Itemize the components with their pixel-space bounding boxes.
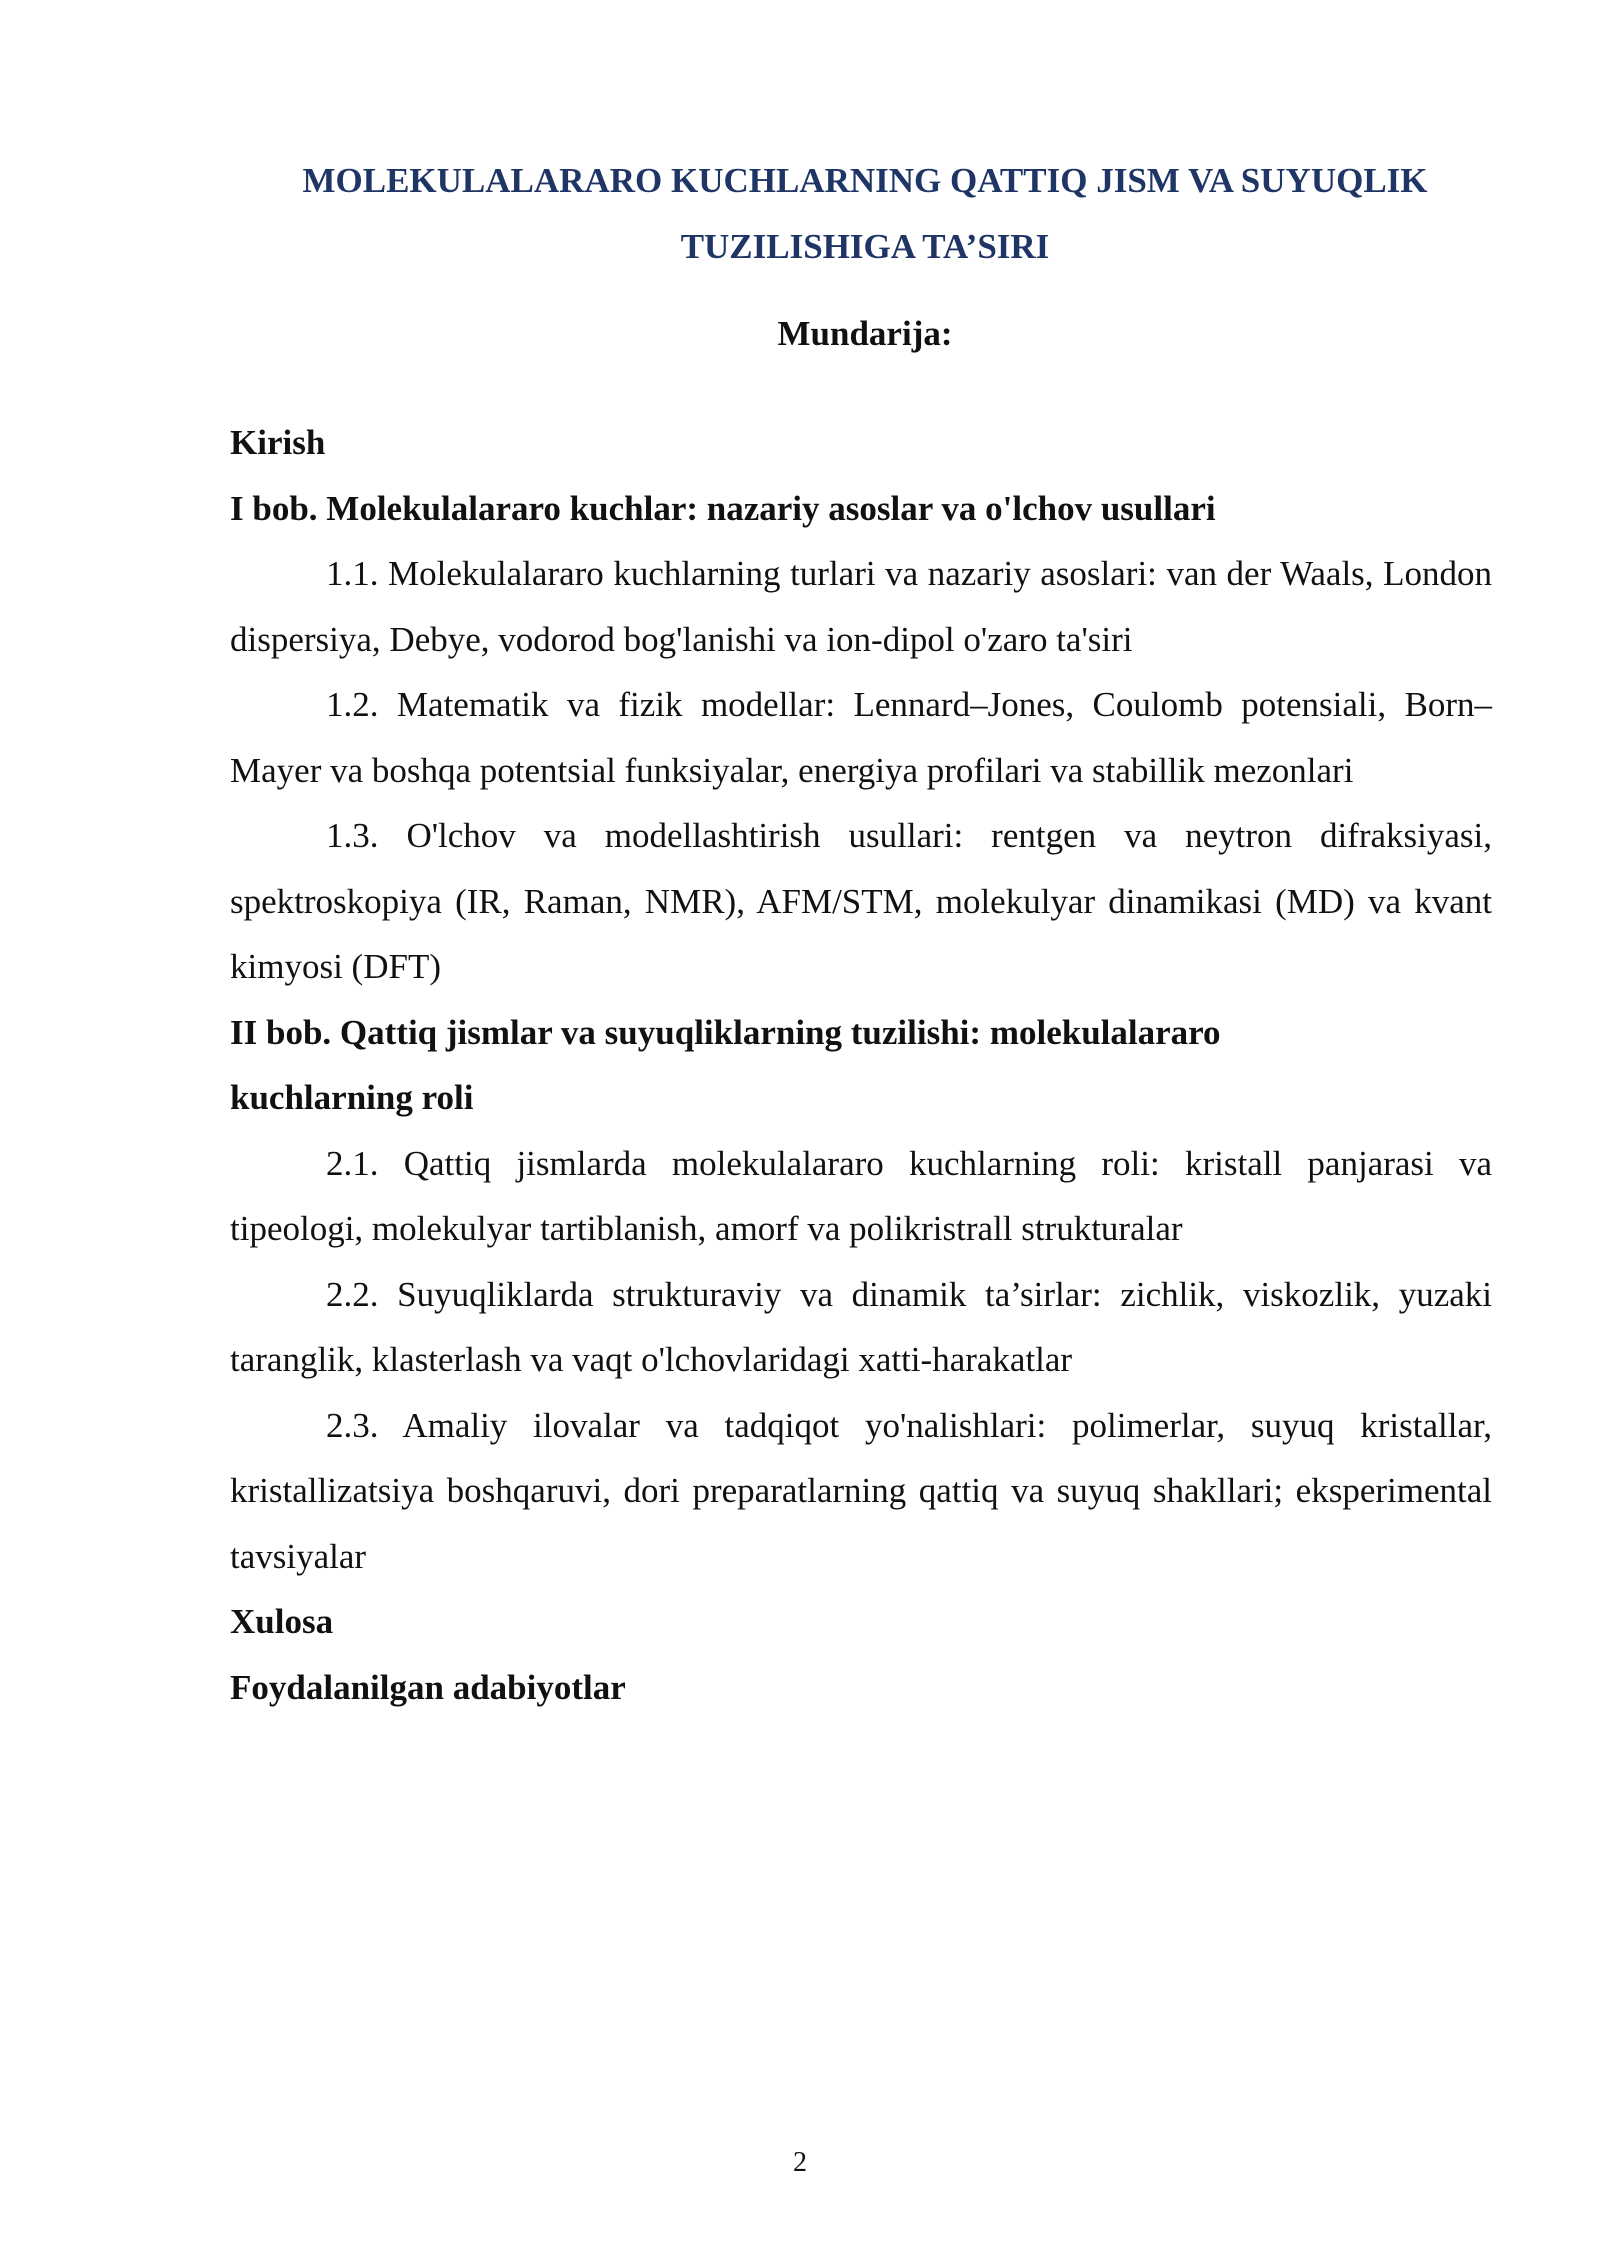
document-title (230, 148, 1500, 280)
toc-section-1-1: 1.1. Molekulalararo kuchlarning turlari va nazariy asoslari: van der Waals, London dispersiya, Debye, vodorod bog'lanishi va ion-dipol o'zaro ta'siri (230, 554, 1492, 659)
document-title-line-2: TUZILISHIGA TA’SIRI (680, 227, 1050, 266)
toc-entry-references: Foydalanilgan adabiyotlar (230, 1667, 626, 1707)
toc-chapter-2-title-line-2: kuchlarning roli (230, 1078, 474, 1117)
toc-section-2-3: 2.3. Amaliy ilovalar va tadqiqot yo'nalishlari: polimerlar, suyuq kristallar, kristallizatsiya boshqaruvi, dori preparatlarning qattiq va suyuq shakllari; eksperimental tavsiyalar (230, 1405, 1492, 1576)
toc-section-2-1: 2.1. Qattiq jismlarda molekulalararo kuchlarning roli: kristall panjarasi va tipeologi, molekulyar tartiblanish, amorf va polikristrall strukturalar (230, 1143, 1492, 1248)
toc-section-1-2: 1.2. Matematik va fizik modellar: Lennard–Jones, Coulomb potensiali, Born–Mayer va boshqa potentsial funksiyalar, energiya profilari va stabillik mezonlari (230, 685, 1492, 790)
toc-entry-conclusion: Xulosa (230, 1602, 334, 1641)
toc-entry-intro: Kirish (230, 423, 326, 462)
toc-heading: Mundarija: (777, 314, 953, 353)
document-title-line-1: MOLEKULALARARO KUCHLARNING QATTIQ JISM VA SUYUQLIK (302, 161, 1428, 200)
table-of-contents (230, 410, 1492, 1720)
toc-chapter-1-title: I bob. Molekulalararo kuchlar: nazariy asoslar va o'lchov usullari (230, 488, 1216, 528)
toc-chapter-2-title-line-1: II bob. Qattiq jismlar va suyuqliklarning tuzilishi: molekulalararo (230, 1012, 1221, 1052)
toc-section-1-3: 1.3. O'lchov va modellashtirish usullari: rentgen va neytron difraksiyasi, spektroskopiya (IR, Raman, NMR), AFM/STM, molekulyar dinamikasi (MD) va kvant kimyosi (DFT) (230, 816, 1492, 986)
page-number: 2 (793, 2147, 807, 2178)
toc-section-2-2: 2.2. Suyuqliklarda strukturaviy va dinamik ta’sirlar: zichlik, viskozlik, yuzaki taranglik, klasterlash va vaqt o'lchovlaridagi xatti-harakatlar (230, 1274, 1492, 1379)
toc-chapter-2-title (230, 1000, 1492, 1131)
